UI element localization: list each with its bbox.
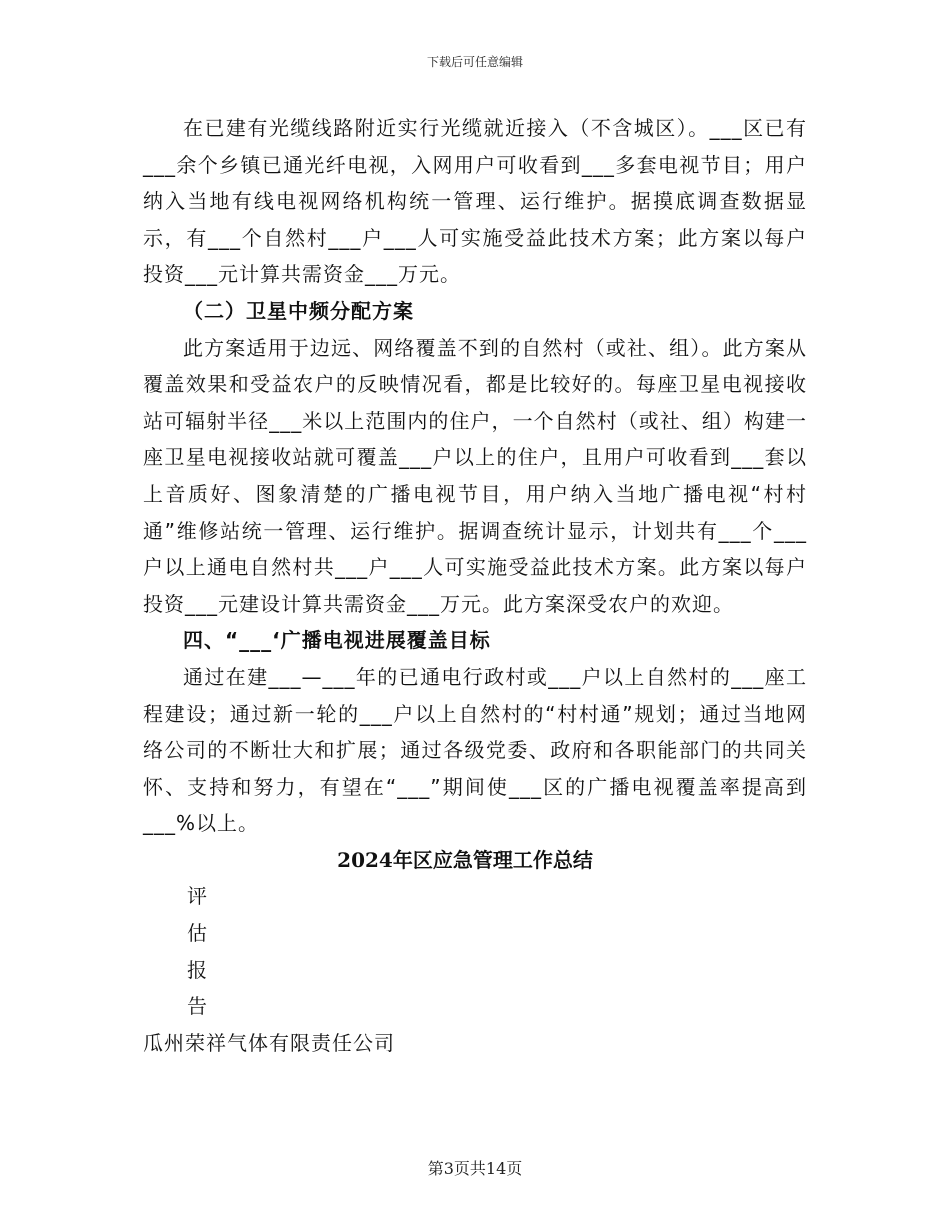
section-heading-coverage-goal: 四、“___‘广播电视进展覆盖目标 — [183, 628, 491, 653]
vertical-char: 告 — [187, 994, 207, 1019]
paragraph-satellite-plan: 此方案适用于边远、网络覆盖不到的自然村（或社、组）。此方案从覆盖效果和受益农户的反映情况看，都是比较好的。每座卫星电视接收站可辐射半径___米以上范围内的住户，一个自然村（或社、组）构建一座卫星电视接收站就可覆盖___户以上的住户，且用户可收看到___套以上音质好、图象清楚的广播电视节目，用户纳入当地广播电视“村村通”维修站统一管理、运行维护。据调查统计显示，计划共有___个___户以上通电自然村共___户___人可实施受益此技术方案。此方案以每户投资___元建设计算共需资金___万元。此方案深受农户的欢迎。 — [143, 335, 807, 616]
document-title: 2024年区应急管理工作总结 — [337, 847, 593, 872]
page-footer: 第3页共14页 — [427, 1159, 523, 1178]
page-header: 下载后可任意编辑 — [426, 55, 523, 69]
section-heading-satellite: （二）卫星中频分配方案 — [183, 298, 414, 323]
paragraph-cable-access: 在已建有光缆线路附近实行光缆就近接入（不含城区）。___区已有___余个乡镇已通光纤电视，入网用户可收看到___多套电视节目；用户纳入当地有线电视网络机构统一管理、运行维护。据摸底调查数据显示，有___个自然村___户___人可实施受益此技术方案；此方案以每户投资___元计算共需资金___万元。 — [143, 116, 807, 287]
company-name: 瓜州荣祥气体有限责任公司 — [143, 1030, 395, 1055]
vertical-char: 评 — [187, 884, 207, 909]
vertical-char: 报 — [187, 957, 207, 982]
document-body — [143, 110, 807, 1061]
vertical-char: 估 — [187, 921, 207, 946]
paragraph-coverage-goal: 通过在建___—___年的已通电行政村或___户以上自然村的___座工程建设；通过新一轮的___户以上自然村的“村村通”规划；通过当地网络公司的不断壮大和扩展；通过各级党委、政府和各职能部门的共同关怀、支持和努力，有望在“___”期间使___区的广播电视覆盖率提高到___%以上。 — [143, 664, 807, 836]
